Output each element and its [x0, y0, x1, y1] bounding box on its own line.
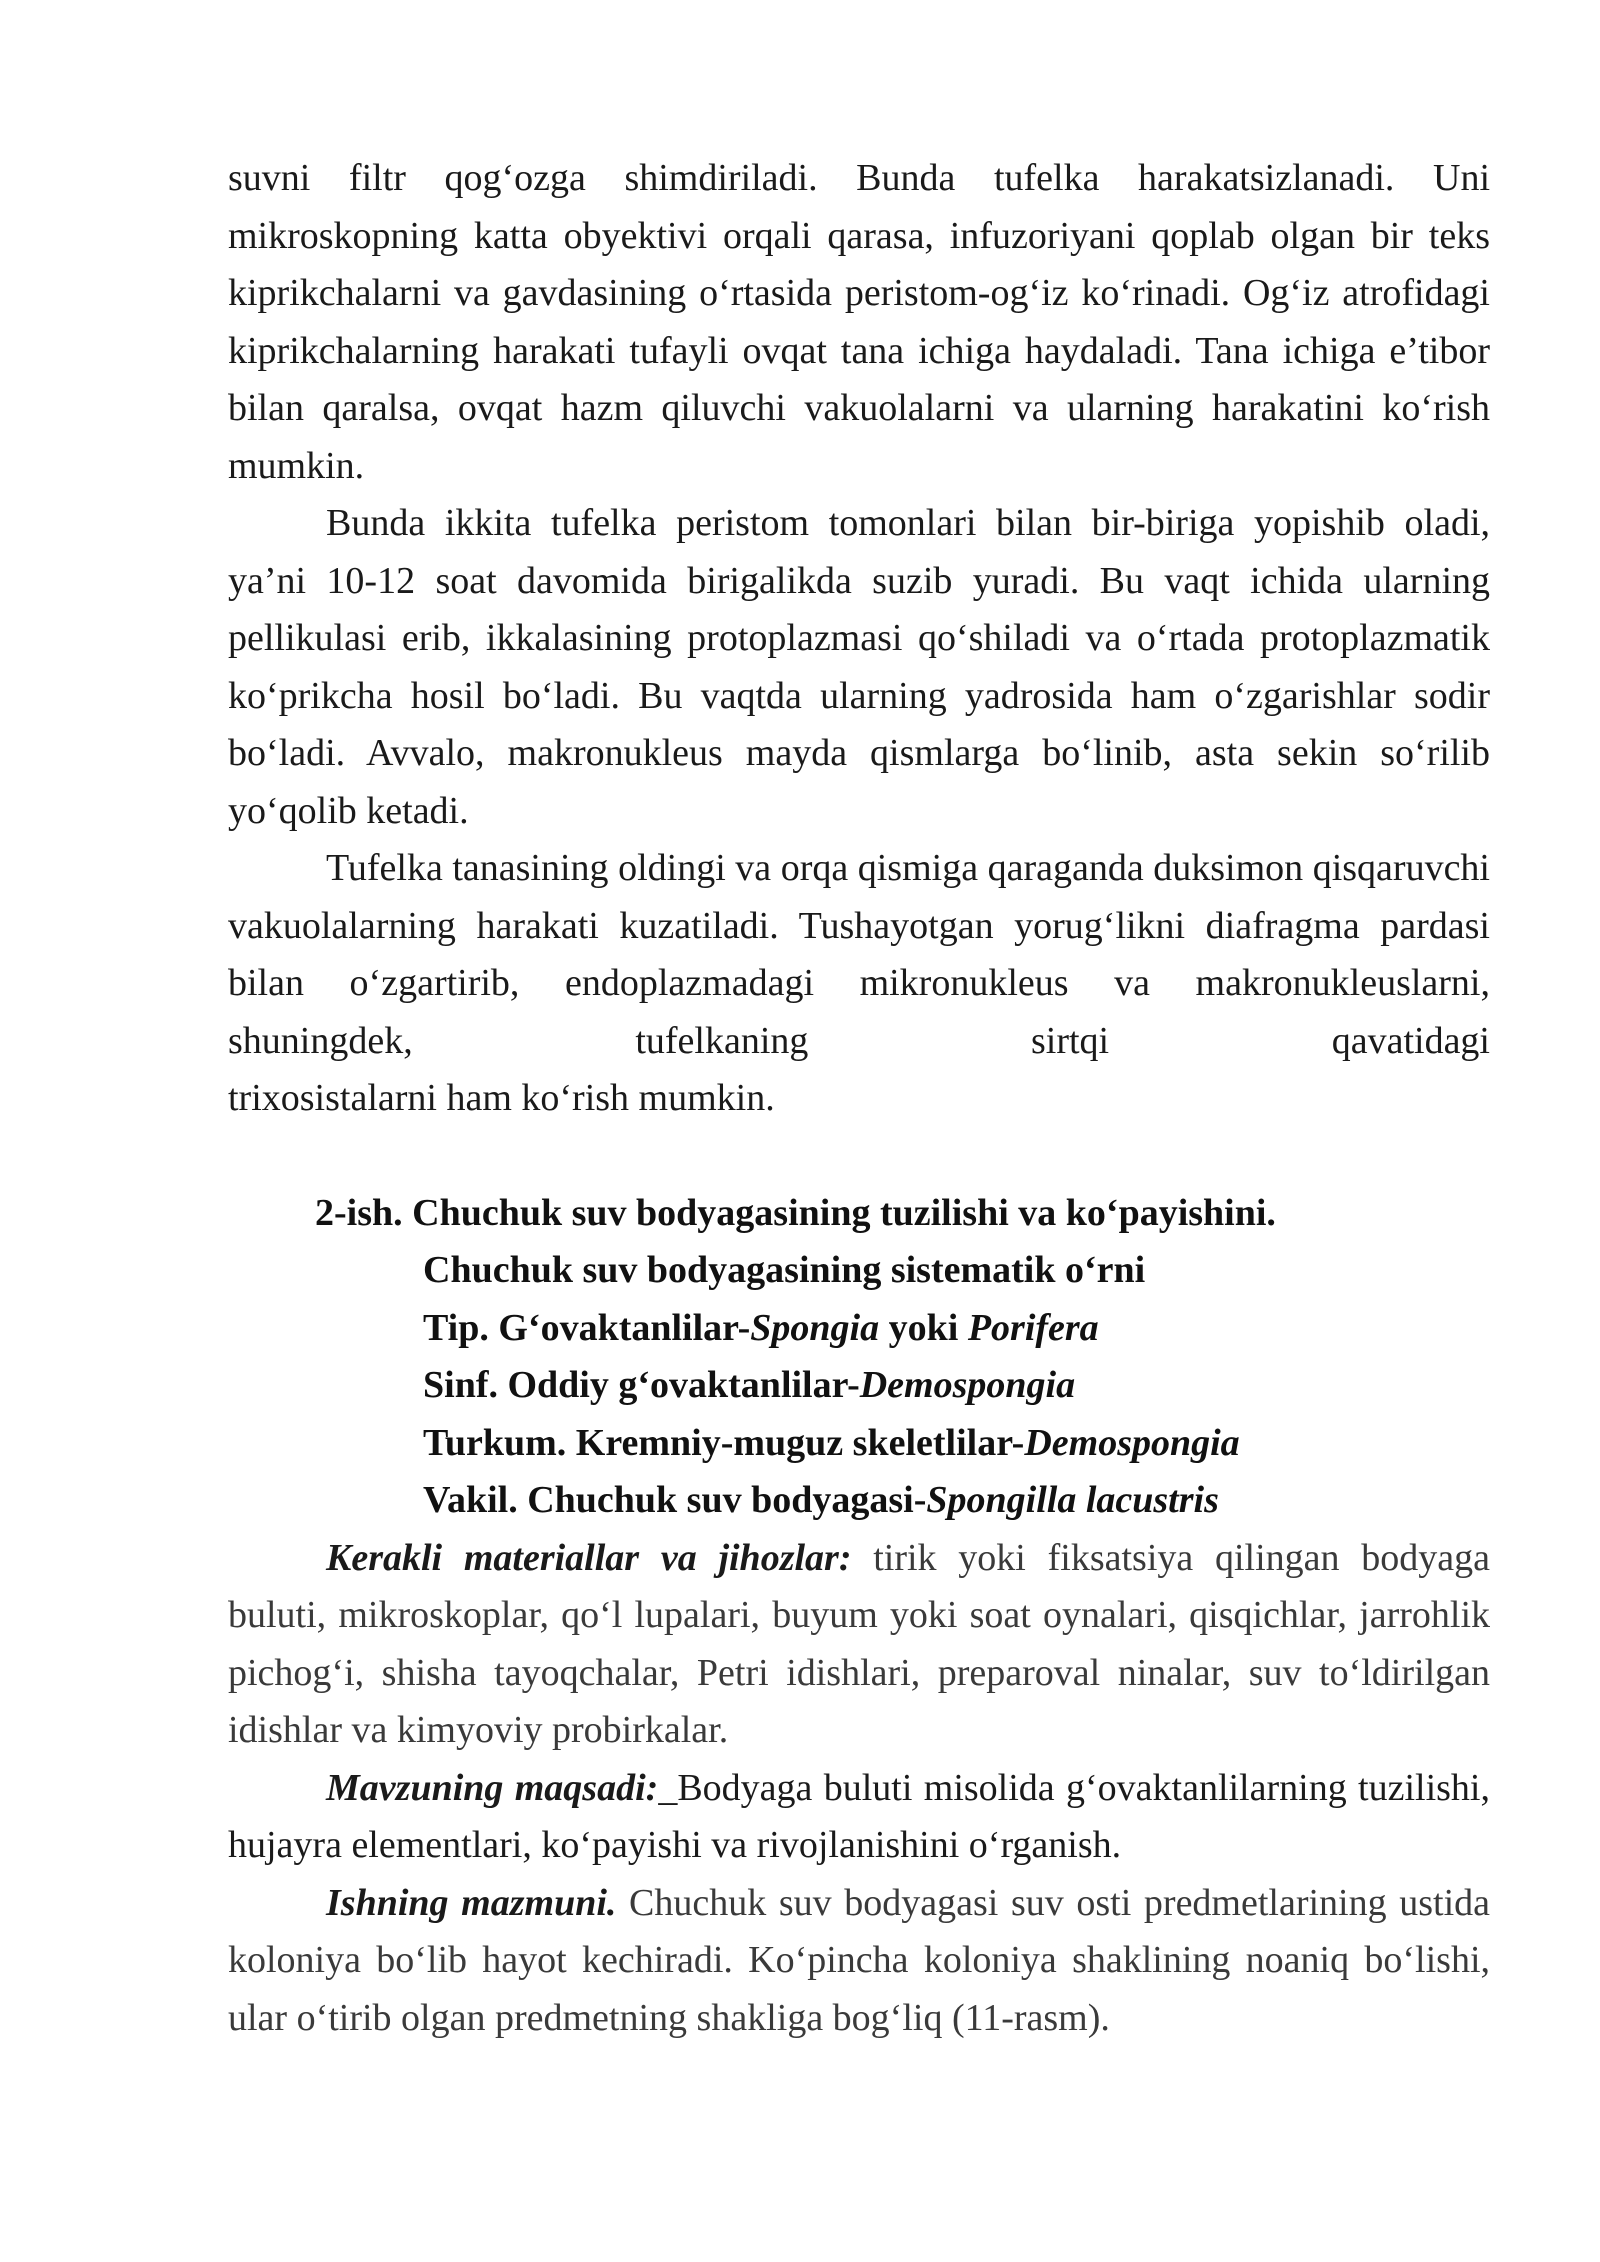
- paragraph-vacuoles-end: trixosistalarni ham ko‘rish mumkin.: [228, 1077, 775, 1119]
- taxonomy-sinf-label: Sinf. Oddiy g‘ovaktanlilar-: [423, 1364, 860, 1406]
- taxonomy-tip: [228, 1300, 1490, 1358]
- paragraph-content: [228, 1875, 1490, 2048]
- taxonomy-tip-label: Tip. G‘ovaktanlilar-: [423, 1306, 751, 1349]
- section-subtitle: Chuchuk suv bodyagasining sistematik o‘rni: [423, 1249, 1146, 1291]
- taxonomy-tip-or: yoki: [879, 1306, 968, 1349]
- taxonomy-vakil-label: Vakil. Chuchuk suv bodyagasi-: [423, 1479, 927, 1521]
- taxonomy-sinf: [228, 1357, 1490, 1415]
- taxonomy-vakil: [228, 1472, 1490, 1530]
- taxonomy-tip-latin: Spongia: [750, 1306, 880, 1349]
- paragraph-tufelka-observation: suvni filtr qog‘ozga shimdiriladi. Bunda tufelka harakatsizlanadi. Uni mikroskopning katta obyektivi orqali qarasa, infuzoriyani qoplab olgan bir teks kiprikchalarni va gavdasining o‘rtasida peristom-og‘iz ko‘rinadi. Og‘iz atrofidagi kiprikchalarning harakati tufayli ovqat tana ichiga haydaladi. Tana ichiga e’tibor bilan qaralsa, ovqat hazm qiluvchi vakuolalarni va ularning harakatini ko‘rish mumkin.: [228, 157, 1490, 487]
- taxonomy-vakil-latin: Spongilla lacustris: [926, 1479, 1219, 1521]
- content-text: Chuchuk suv bodyagasi suv osti predmetlarining ustida koloniya bo‘lib hayot kechiradi. Ko‘pincha koloniya shaklining noaniq bo‘lishi, ular o‘tirib olgan predmetning shakliga bog‘liq (11-rasm).: [228, 1881, 1490, 2039]
- paragraph-conjugation: Bunda ikkita tufelka peristom tomonlari bilan bir-biriga yopishib oladi, ya’ni 10-12 soat davomida birigalikda suzib yuradi. Bu vaqt ichida ularning pellikulasi erib, ikkalasining protoplazmasi qo‘shiladi va o‘rtada protoplazmatik ko‘prikcha hosil bo‘ladi. Bu vaqtda ularning yadrosida ham o‘zgarishlar sodir bo‘ladi. Avvalo, makronukleus mayda qismlarga bo‘linib, asta sekin so‘rilib yo‘qolib ketadi.: [228, 502, 1490, 832]
- taxonomy-sinf-latin: Demospongia: [859, 1364, 1076, 1406]
- goal-label: Mavzuning maqsadi:: [326, 1766, 659, 1809]
- section-title: 2-ish. Chuchuk suv bodyagasining tuzilishi va ko‘payishini.: [315, 1191, 1276, 1234]
- taxonomy-turkum-latin: Demospongia: [1024, 1421, 1240, 1464]
- content-label: Ishning mazmuni.: [326, 1881, 617, 1924]
- paragraph-vacuoles-text: Tufelka tanasining oldingi va orqa qismiga qaraganda duksimon qisqaruvchi vakuolalarning harakati kuzatiladi. Tushayotgan yorug‘likni diafragma pardasi bilan o‘zgartirib, endoplazmadagi mikronukleus va makronukleuslarni, shuningdek, tufelkaning sirtqi qavatidagi: [228, 847, 1490, 1062]
- goal-text: Bodyaga buluti misolida g‘ovaktanlilarning tuzilishi, hujayra elementlari, ko‘payishi va rivojlanishini o‘rganish.: [228, 1766, 1490, 1866]
- paragraph-goal: [228, 1760, 1490, 1875]
- materials-label: Kerakli materiallar va jihozlar:: [326, 1536, 852, 1579]
- taxonomy-tip-latin2: Porifera: [967, 1306, 1099, 1349]
- taxonomy-turkum-label: Turkum. Kremniy-muguz skeletlilar-: [423, 1421, 1025, 1464]
- goal-underscore: _: [658, 1766, 678, 1809]
- paragraph-vacuoles: [228, 840, 1490, 1128]
- document-page: [228, 150, 1490, 2047]
- taxonomy-turkum: [228, 1415, 1490, 1473]
- materials-text: tirik yoki fiksatsiya qilingan bodyaga buluti, mikroskoplar, qo‘l lupalari, buyum yoki soat oynalari, qisqichlar, jarrohlik pichog‘i, shisha tayoqchalar, Petri idishlari, preparoval ninalar, suv to‘ldirilgan idishlar va kimyoviy probirkalar.: [228, 1536, 1490, 1751]
- paragraph-materials: [228, 1530, 1490, 1760]
- spacer: [228, 1128, 1490, 1185]
